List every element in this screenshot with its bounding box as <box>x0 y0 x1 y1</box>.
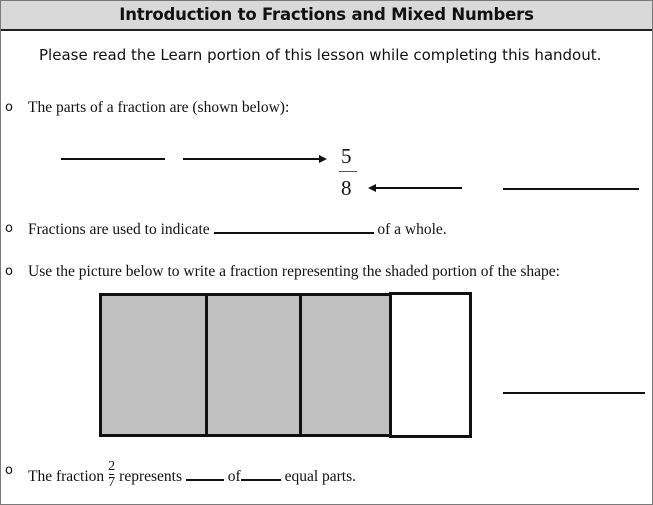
arrow-left-icon <box>370 187 462 189</box>
question-text-after: equal parts. <box>284 468 357 486</box>
question-text-before: Fractions are used to indicate <box>28 221 210 238</box>
page-title: Introduction to Fractions and Mixed Numbers <box>119 5 534 24</box>
blank-numerator-label[interactable] <box>61 158 165 160</box>
arrow-right-icon <box>183 158 325 160</box>
bullet-icon: o <box>5 221 13 236</box>
small-fraction <box>108 459 115 490</box>
question-text-mid: represents <box>119 468 183 486</box>
blank-answer[interactable] <box>214 220 374 234</box>
unshaded-part <box>389 292 472 438</box>
instruction-text: Please read the Learn portion of this lesson while completing this handout. <box>39 46 602 64</box>
question-text-of: of <box>227 468 241 486</box>
question-represents <box>28 459 357 493</box>
example-numerator: 5 <box>341 144 352 168</box>
shaded-part <box>99 293 208 437</box>
bullet-icon: o <box>5 463 13 478</box>
blank-shape-fraction[interactable] <box>503 392 645 394</box>
shaded-part <box>205 293 302 437</box>
question-text-after: of a whole. <box>377 221 447 238</box>
question-shaded-portion: Use the picture below to write a fraction representing the shaded portion of the shape: <box>28 263 560 280</box>
shaded-part <box>299 293 392 437</box>
question-fractions-indicate <box>28 220 447 239</box>
blank-answer-total[interactable] <box>241 467 281 481</box>
small-denominator: 7 <box>108 475 116 490</box>
small-numerator: 2 <box>108 459 116 474</box>
question-text-before: The fraction <box>28 468 105 486</box>
blank-denominator-label[interactable] <box>503 188 639 190</box>
bullet-icon: o <box>5 100 13 115</box>
fraction-bar <box>339 171 357 172</box>
blank-answer-parts[interactable] <box>186 467 224 481</box>
bullet-icon: o <box>5 264 13 279</box>
title-banner <box>1 1 652 31</box>
example-denominator: 8 <box>341 176 352 200</box>
question-fraction-parts: The parts of a fraction are (shown below): <box>28 99 290 116</box>
